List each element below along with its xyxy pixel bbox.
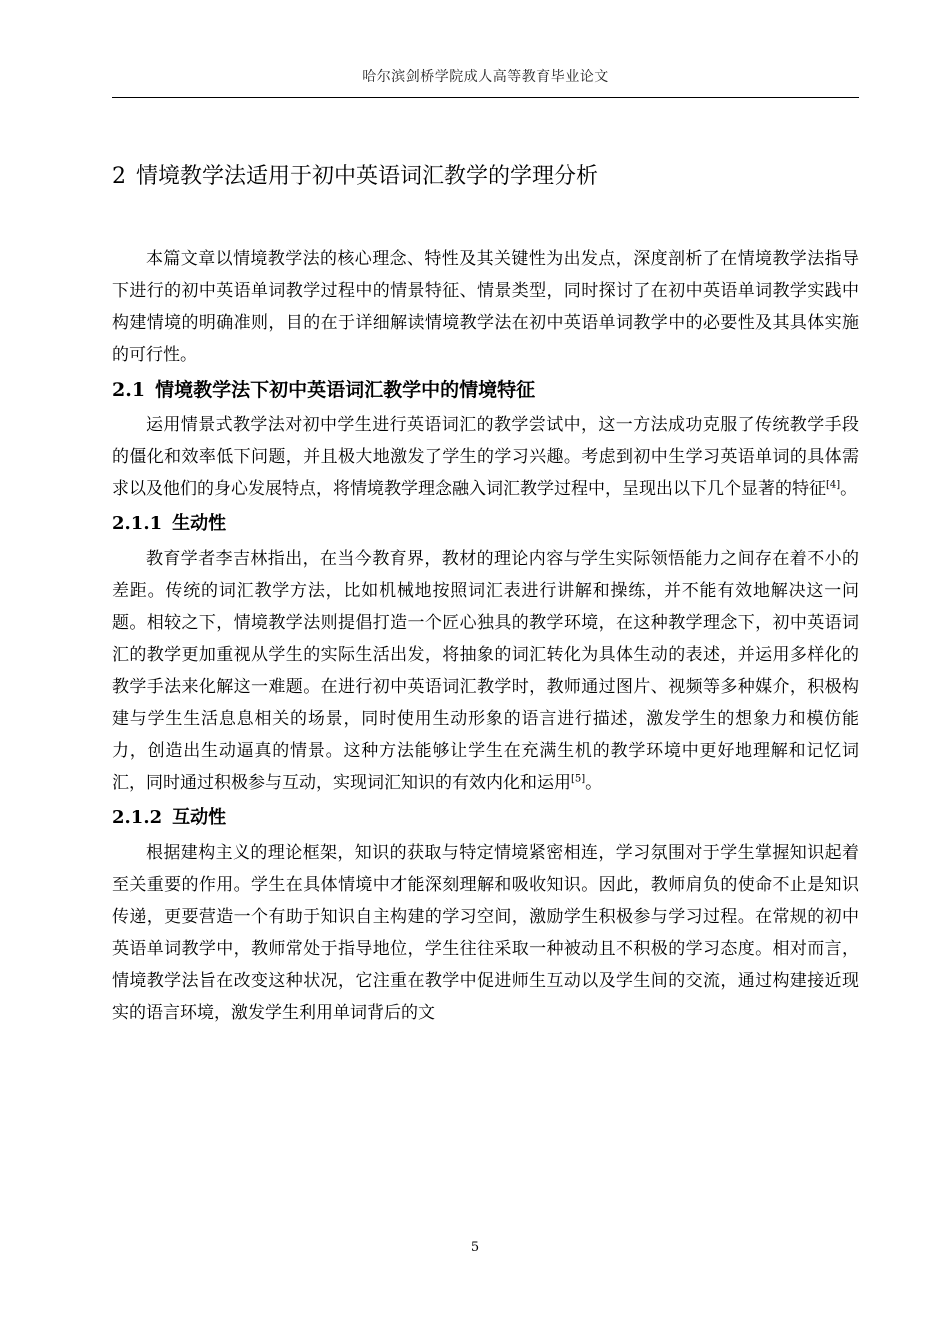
citation-5: [5]	[571, 773, 586, 785]
section-2-1-1-text: 教育学者李吉林指出，在当今教育界，教材的理论内容与学生实际领悟能力之间存在着不小的差距。传统的词汇教学方法，比如机械地按照词汇表进行讲解和操练，并不能有效地解决这一问题。相较之下，情境教学法则提倡打造一个匠心独具的教学环境，在这种教学理念下，初中英语词汇的教学更加重视从学生的实际生活出发，将抽象的词汇转化为具体生动的表述，并运用多样化的教学手法来化解这一难题。在进行初中英语词汇教学时，教师通过图片、视频等多种媒介，积极构建与学生生活息息相关的场景，同时使用生动形象的语言进行描述，激发学生的想象力和模仿能力，创造出生动逼真的情景。这种方法能够让学生在充满生机的教学环境中更好地理解和记忆词汇，同时通过积极参与互动，实现词汇知识的有效内化和运用	[112, 549, 859, 793]
citation-4: [4]	[826, 479, 841, 491]
section-2-1-1-paragraph	[112, 543, 859, 799]
section-2-1-heading	[112, 371, 859, 409]
page-number: 5	[470, 1240, 480, 1255]
section-2-1-1-heading	[112, 505, 859, 543]
section-2-1-text: 运用情景式教学法对初中学生进行英语词汇的教学尝试中，这一方法成功克服了传统教学手段的僵化和效率低下问题，并且极大地激发了学生的学习兴趣。考虑到初中生学习英语单词的具体需求以及他们的身心发展特点，将情境教学理念融入词汇教学过程中，呈现出以下几个显著的特征	[112, 415, 859, 499]
chapter-title: 情境教学法适用于初中英语词汇教学的学理分析	[136, 164, 599, 189]
intro-paragraph: 本篇文章以情境教学法的核心理念、特性及其关键性为出发点，深度剖析了在情境教学法指导下进行的初中英语单词教学过程中的情景特征、情景类型，同时探讨了在初中英语单词教学实践中构建情境的明确准则，目的在于详细解读情境教学法在初中英语单词教学中的必要性及其具体实施的可行性。	[112, 249, 859, 365]
section-2-1-ending: 。	[840, 479, 858, 499]
section-2-1-1-title: 生动性	[172, 513, 227, 534]
running-header: 哈尔滨剑桥学院成人高等教育毕业论文	[362, 69, 609, 85]
section-2-1-1-ending: 。	[585, 773, 603, 793]
section-2-1-1-number: 2.1.1	[112, 513, 163, 534]
chapter-number: 2	[112, 164, 126, 189]
section-2-1-title: 情境教学法下初中英语词汇教学中的情境特征	[155, 379, 536, 401]
chapter-spacing	[112, 199, 859, 243]
chapter-heading	[112, 155, 859, 199]
section-2-1-2-paragraph: 根据建构主义的理论框架，知识的获取与特定情境紧密相连，学习氛围对于学生掌握知识起着至关重要的作用。学生在具体情境中才能深刻理解和吸收知识。因此，教师肩负的使命不止是知识传递，更要营造一个有助于知识自主构建的学习空间，激励学生积极参与学习过程。在常规的初中英语单词教学中，教师常处于指导地位，学生往往采取一种被动且不积极的学习态度。相对而言，情境教学法旨在改变这种状况，它注重在教学中促进师生互动以及学生间的交流，通过构建接近现实的语言环境，激发学生利用单词背后的文	[112, 843, 859, 1023]
section-2-1-2-heading	[112, 799, 859, 837]
section-2-1-paragraph	[112, 409, 859, 505]
page-body	[112, 155, 859, 1029]
section-2-1-2-number: 2.1.2	[112, 807, 163, 828]
section-2-1-number: 2.1	[112, 379, 146, 401]
header-divider	[112, 97, 859, 98]
section-2-1-2-title: 互动性	[172, 807, 227, 828]
